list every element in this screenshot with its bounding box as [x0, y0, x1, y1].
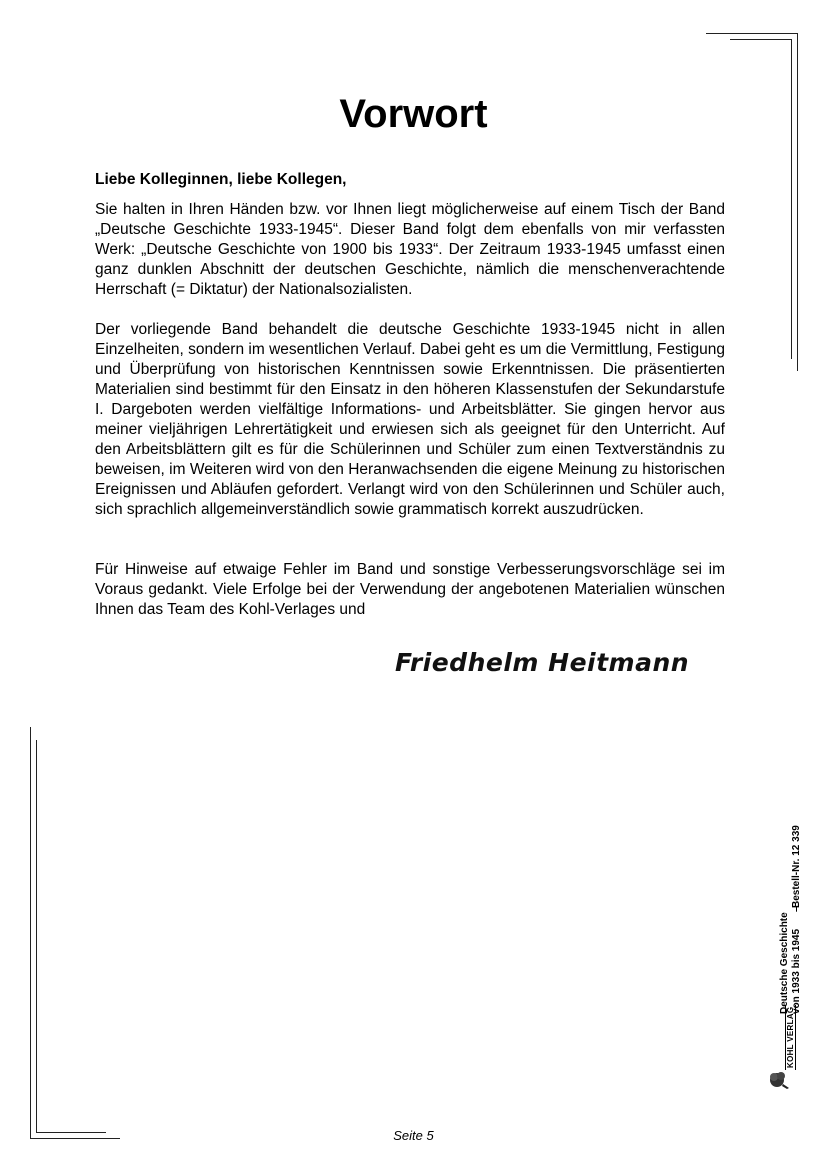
paragraph-3: Für Hinweise auf etwaige Fehler im Band und sonstige Verbesserungsvorschläge sei im Voraus gedankt. Viele Erfolge bei der Verwendung der angebotenen Materialien wünschen Ihnen das Team des Kohl-Verlages und [95, 561, 725, 618]
author-signature: Friedhelm Heitmann [395, 648, 690, 677]
sidebar-book-title-line2: von 1933 bis 1945 [791, 928, 802, 1014]
salutation: Liebe Kolleginnen, liebe Kollegen, [95, 171, 347, 188]
paragraph-1: Sie halten in Ihren Händen bzw. vor Ihnen liegt möglicherweise auf einem Tisch der Band „Deutsche Geschichte 1933-1945“. Dieser Band folgt dem ebenfalls von mir verfassten Werk: „Deutsche Geschichte von 1900 bis 1933“. Der Zeitraum 1933-1945 umfasst einen ganz dunklen Abschnitt der deutschen Geschichte, nämlich die menschenverachtende Herrschaft (= Diktatur) der Nationalsozialisten. [95, 201, 725, 298]
page-number: Seite 5 [393, 1128, 434, 1143]
page-title: Vorwort [339, 92, 488, 136]
paragraph-2: Der vorliegende Band behandelt die deutsche Geschichte 1933-1945 nicht in allen Einzelheiten, sondern im wesentlichen Verlauf. Dabei geht es um die Vermittlung, Festigung und Überprüfung von historischen Kenntnissen sowie Erkenntnissen. Die präsentierten Materialien sind bestimmt für den Einsatz in den höheren Klassenstufen der Sekundarstufe I. Dargeboten werden vielfältige Informations- und Arbeitsblätter. Sie gingen hervor aus meiner vieljährigen Lehrertätigkeit und erwiesen sich als geeignet für den Unterricht. Auf den Arbeitsblättern gilt es für die Schülerinnen und Schüler zum einen Textverständnis zu beweisen, im Weiteren wird von den Heranwachsenden die eigene Meinung zu historischen Ereignissen und Abläufen gefordert. Verlangt wird von den Schülerinnen und Schüler auch, sich sprachlich allgemeinverständlich sowie grammatisch korrekt auszudrücken. [95, 321, 725, 518]
sidebar-book-title-line1: Deutsche Geschichte [779, 912, 790, 1014]
frame-bottom-left-vertical-inner [36, 740, 37, 1133]
publisher-logo-icon [767, 1068, 791, 1090]
sidebar-separator: – [791, 906, 802, 912]
frame-top-right-horizontal-inner [730, 39, 792, 40]
frame-top-right-horizontal [706, 33, 798, 34]
frame-top-right-vertical-inner [791, 39, 792, 359]
sidebar-order-number: Bestell-Nr. 12 339 [791, 825, 802, 908]
publisher-logo-text: KOHL VERLAG [786, 1006, 795, 1068]
frame-top-right-vertical [797, 33, 798, 371]
frame-bottom-left-vertical [30, 727, 31, 1139]
